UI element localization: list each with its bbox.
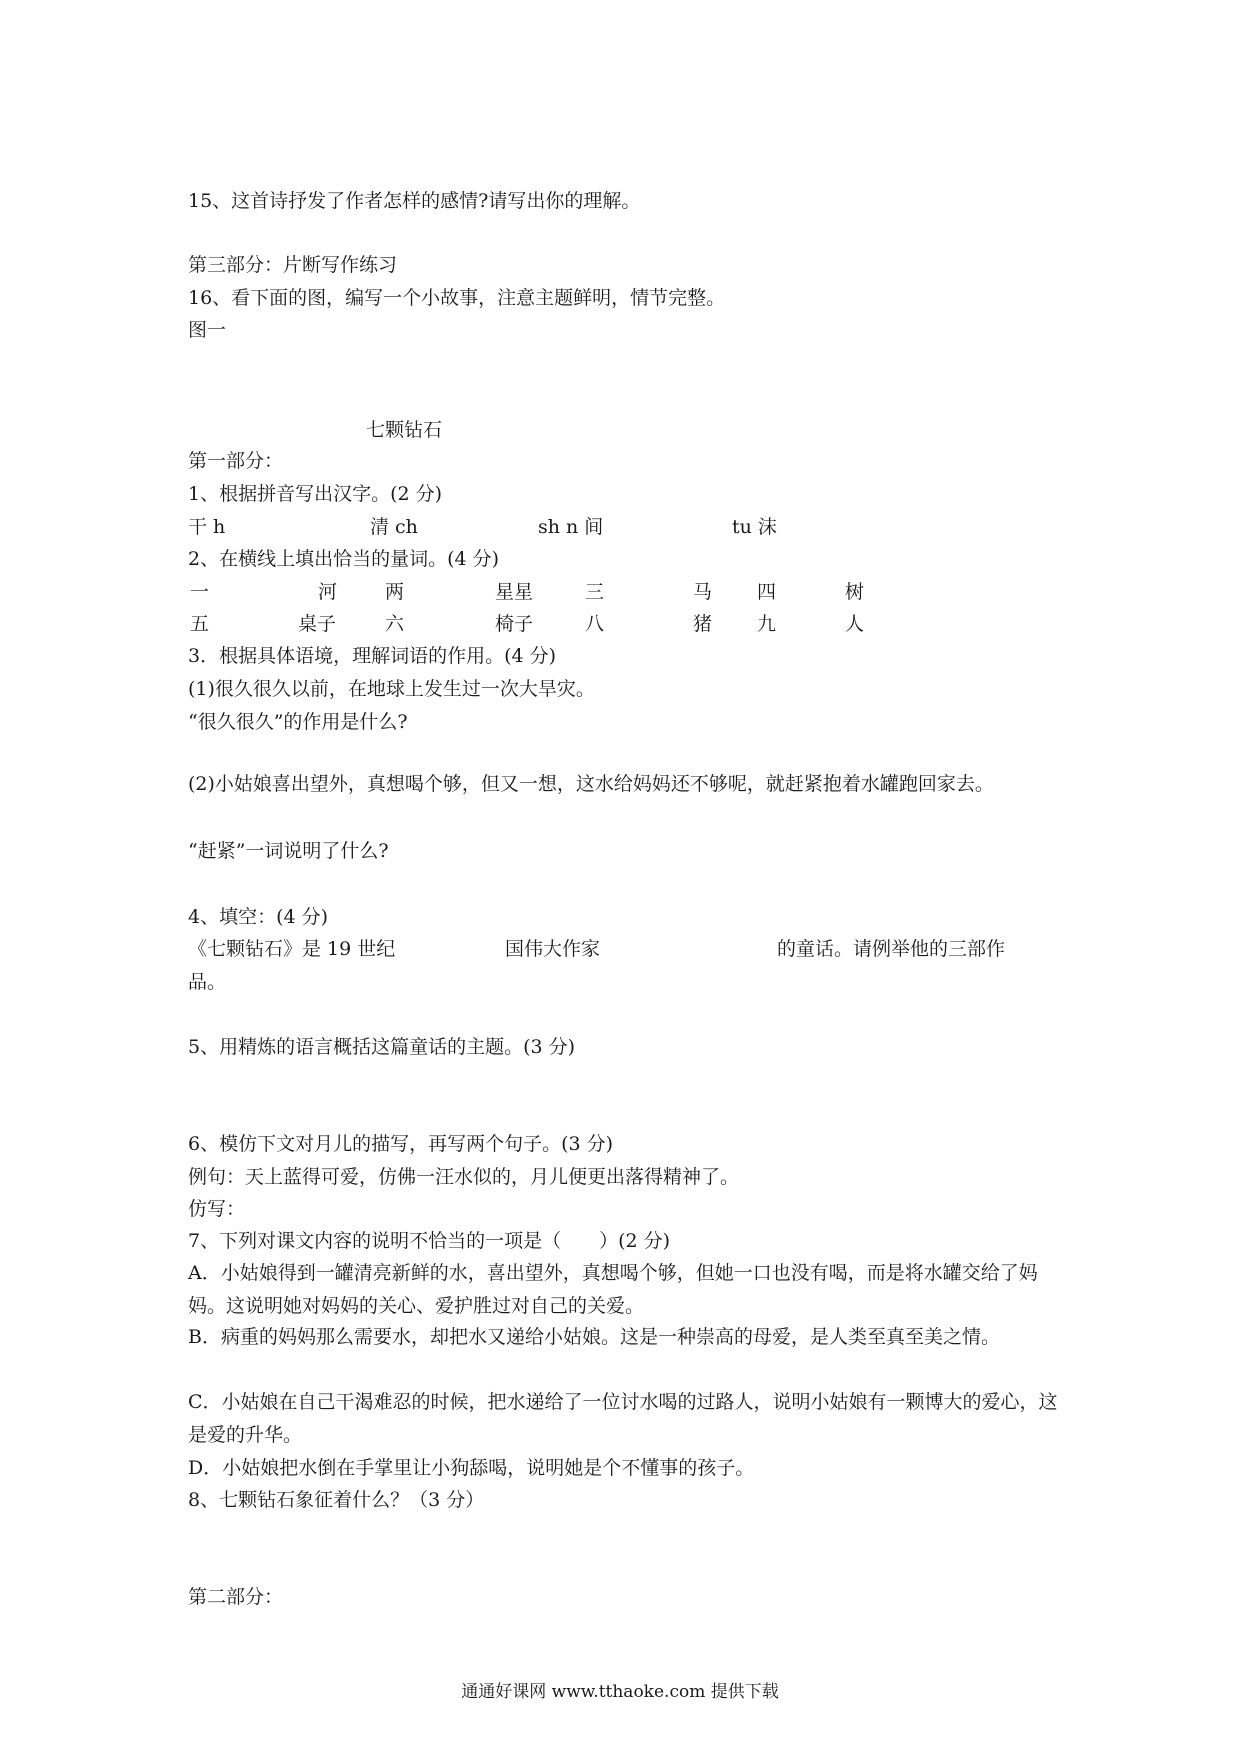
question-1: 1、根据拼音写出汉字。(2 分) — [188, 483, 443, 505]
measure-word-item: 马 — [693, 581, 713, 603]
question-4: 4、填空：(4 分) — [188, 906, 329, 928]
measure-word-item: 三 — [585, 581, 605, 603]
q7-option-d: D．小姑娘把水倒在手掌里让小狗舔喝，说明她是个不懂事的孩子。 — [188, 1457, 755, 1479]
q4-text-part: 国伟大作家 — [505, 938, 601, 960]
measure-word-item: 一 — [190, 581, 210, 603]
measure-word-item: 四 — [757, 581, 777, 603]
question-7: 7、下列对课文内容的说明不恰当的一项是（ ）(2 分) — [188, 1230, 671, 1252]
measure-word-item: 人 — [845, 613, 865, 635]
question-16: 16、看下面的图，编写一个小故事，注意主题鲜明，情节完整。 — [188, 287, 726, 309]
pinyin-item: 干 h — [188, 516, 226, 538]
q7-option-a: A．小姑娘得到一罐清亮新鲜的水，喜出望外，真想喝个够，但她一口也没有喝，而是将水罐交给了妈妈。这说明她对妈妈的关心、爱护胜过对自己的关爱。 — [188, 1262, 1038, 1317]
part2-heading: 第二部分： — [188, 1586, 284, 1608]
question-6: 6、模仿下文对月儿的描写，再写两个句子。(3 分) — [188, 1133, 614, 1155]
part1-heading: 第一部分： — [188, 450, 284, 472]
measure-word-item: 树 — [845, 581, 865, 603]
question-15: 15、这首诗抒发了作者怎样的感情?请写出你的理解。 — [188, 190, 641, 212]
q6-example: 例句：天上蓝得可爱，仿佛一汪水似的，月儿便更出落得精神了。 — [188, 1166, 740, 1188]
measure-word-item: 桌子 — [298, 613, 337, 635]
question-2: 2、在横线上填出恰当的量词。(4 分) — [188, 548, 500, 570]
measure-word-item: 九 — [757, 613, 777, 635]
question-8: 8、七颗钻石象征着什么？（3 分） — [188, 1489, 485, 1511]
part3-heading: 第三部分：片断写作练习 — [188, 254, 398, 276]
measure-word-item: 椅子 — [495, 613, 534, 635]
measure-word-item: 八 — [585, 613, 605, 635]
measure-word-item: 猪 — [693, 613, 713, 635]
q7-option-b: B．病重的妈妈那么需要水，却把水又递给小姑娘。这是一种崇高的母爱，是人类至真至美之情。 — [188, 1326, 1000, 1348]
measure-word-item: 星星 — [495, 581, 534, 603]
measure-word-item: 六 — [385, 613, 405, 635]
question-3: 3．根据具体语境，理解词语的作用。(4 分) — [188, 645, 557, 667]
story-title: 七颗钻石 — [366, 419, 443, 441]
pinyin-item: tu 沫 — [732, 516, 777, 538]
q3-sentence-2: (2)小姑娘喜出望外，真想喝个够，但又一想，这水给妈妈还不够呢，就赶紧抱着水罐跑回家去。 — [188, 773, 994, 795]
measure-word-item: 五 — [190, 613, 210, 635]
question-5: 5、用精炼的语言概括这篇童话的主题。(3 分) — [188, 1036, 576, 1058]
q4-text-part: 品。 — [188, 971, 227, 993]
measure-word-item: 两 — [385, 581, 405, 603]
q3-sentence-1: (1)很久很久以前，在地球上发生过一次大旱灾。 — [188, 678, 595, 700]
q3-prompt-1: “很久很久”的作用是什么? — [188, 711, 408, 733]
q3-prompt-2: “赶紧”一词说明了什么? — [188, 840, 389, 862]
measure-word-item: 河 — [318, 581, 338, 603]
q7-option-c: C．小姑娘在自己干渴难忍的时候，把水递给了一位讨水喝的过路人，说明小姑娘有一颗博大的爱心，这是爱的升华。 — [188, 1391, 1058, 1446]
figure-label: 图一 — [188, 319, 227, 341]
footer-source: 通通好课网 www.tthaoke.com 提供下载 — [461, 1682, 779, 1702]
q4-text-part: 《七颗钻石》是 19 世纪 — [188, 938, 396, 960]
q4-text-part: 的童话。请例举他的三部作 — [777, 938, 1006, 960]
pinyin-item: sh n 间 — [538, 516, 604, 538]
pinyin-item: 清 ch — [370, 516, 418, 538]
q6-imitate: 仿写： — [188, 1198, 246, 1220]
